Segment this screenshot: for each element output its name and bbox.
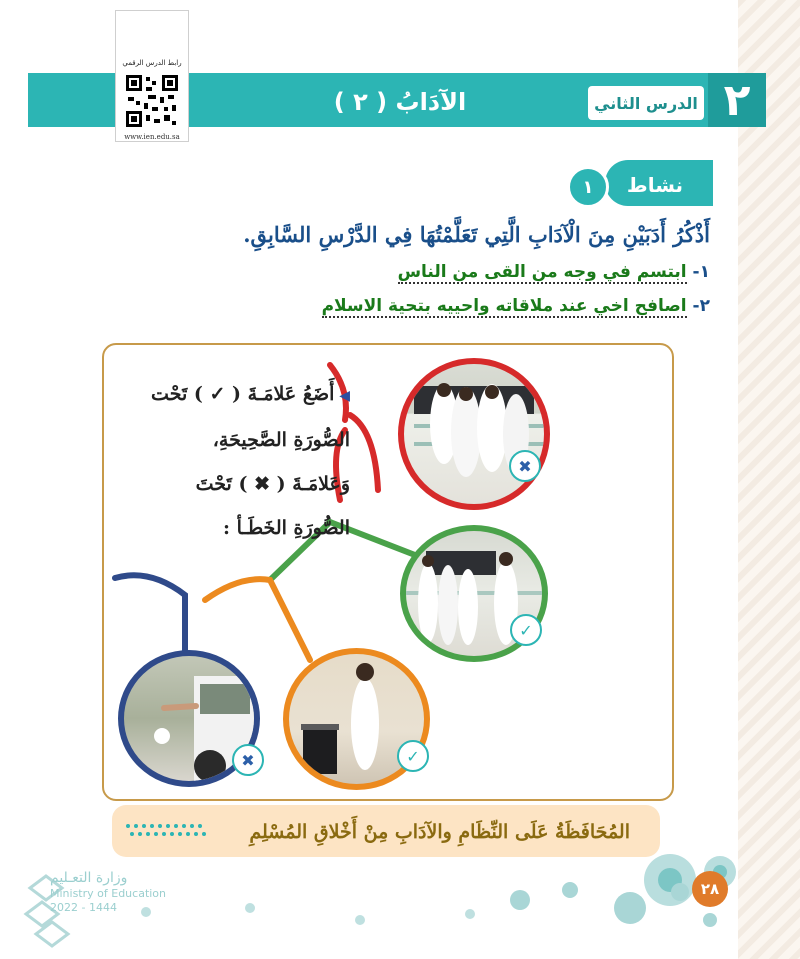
bullet-triangle-icon: ◀: [334, 388, 350, 404]
lesson-label: الدرس الثاني: [588, 86, 704, 120]
lesson-title: الآدَابُ ( ٢ ): [333, 88, 467, 116]
task-line-4: الصُّورَةِ الخَطَـأ :: [222, 517, 350, 539]
photo-4-mark-icon[interactable]: ✖: [232, 744, 264, 776]
photo-3-mark-icon[interactable]: ✓: [397, 740, 429, 772]
footer-banner-text: المُحَافَظَةُ عَلَى النِّظَامِ والآدَابِ مِنْ أَخْلاقِ المُسْلِمِ: [249, 821, 630, 843]
answer-2-number: ٢-: [692, 296, 710, 316]
answer-2-text: اصافح اخي عند ملاقاته واحييه بتحية الاسلام: [321, 296, 687, 316]
photo-queue-pushing[interactable]: [398, 358, 550, 510]
qr-caption: رابط الدرس الرقمي: [122, 59, 182, 67]
qr-url: www.ien.edu.sa: [124, 133, 180, 141]
ministry-name-english: Ministry of Education: [50, 887, 167, 900]
small-flowers-icon: [500, 880, 730, 940]
activity-instruction: أَذْكُرُ أَدَبَيْنِ مِنَ الْآدَابِ الَّتِي تَعَلَّمْتُهَا فِي الدَّرْسِ السَّابِقِ.: [243, 222, 710, 247]
dots-decoration-icon: [122, 820, 212, 842]
activity-label: نشاط: [626, 173, 684, 197]
answer-1-text: ابتسم في وجه من القى من الناس: [397, 262, 687, 282]
photo-1-mark-icon[interactable]: ✖: [509, 450, 541, 482]
photo-2-mark-icon[interactable]: ✓: [510, 614, 542, 646]
lesson-number: ٢: [708, 73, 766, 127]
ministry-name-arabic: وزارة التعـليم: [50, 870, 128, 886]
answer-1-number: ١-: [692, 262, 710, 282]
task-line-3: وَعَلامَـةَ ( ✖ ) تَحْتَ: [195, 473, 350, 495]
tiny-flowers-icon: [140, 900, 480, 940]
task-line-2: الصُّورَةِ الصَّحِيحَةِ،: [212, 429, 350, 451]
page-number: ٢٨: [692, 871, 728, 907]
task-line-1: ◀ أَضَعُ عَلامَـةَ ( ✓ ) تَحْت: [151, 383, 350, 405]
task-instructions: [120, 372, 350, 550]
ministry-year: 2022 - 1444: [50, 901, 117, 914]
activity-number: ١: [567, 166, 609, 208]
